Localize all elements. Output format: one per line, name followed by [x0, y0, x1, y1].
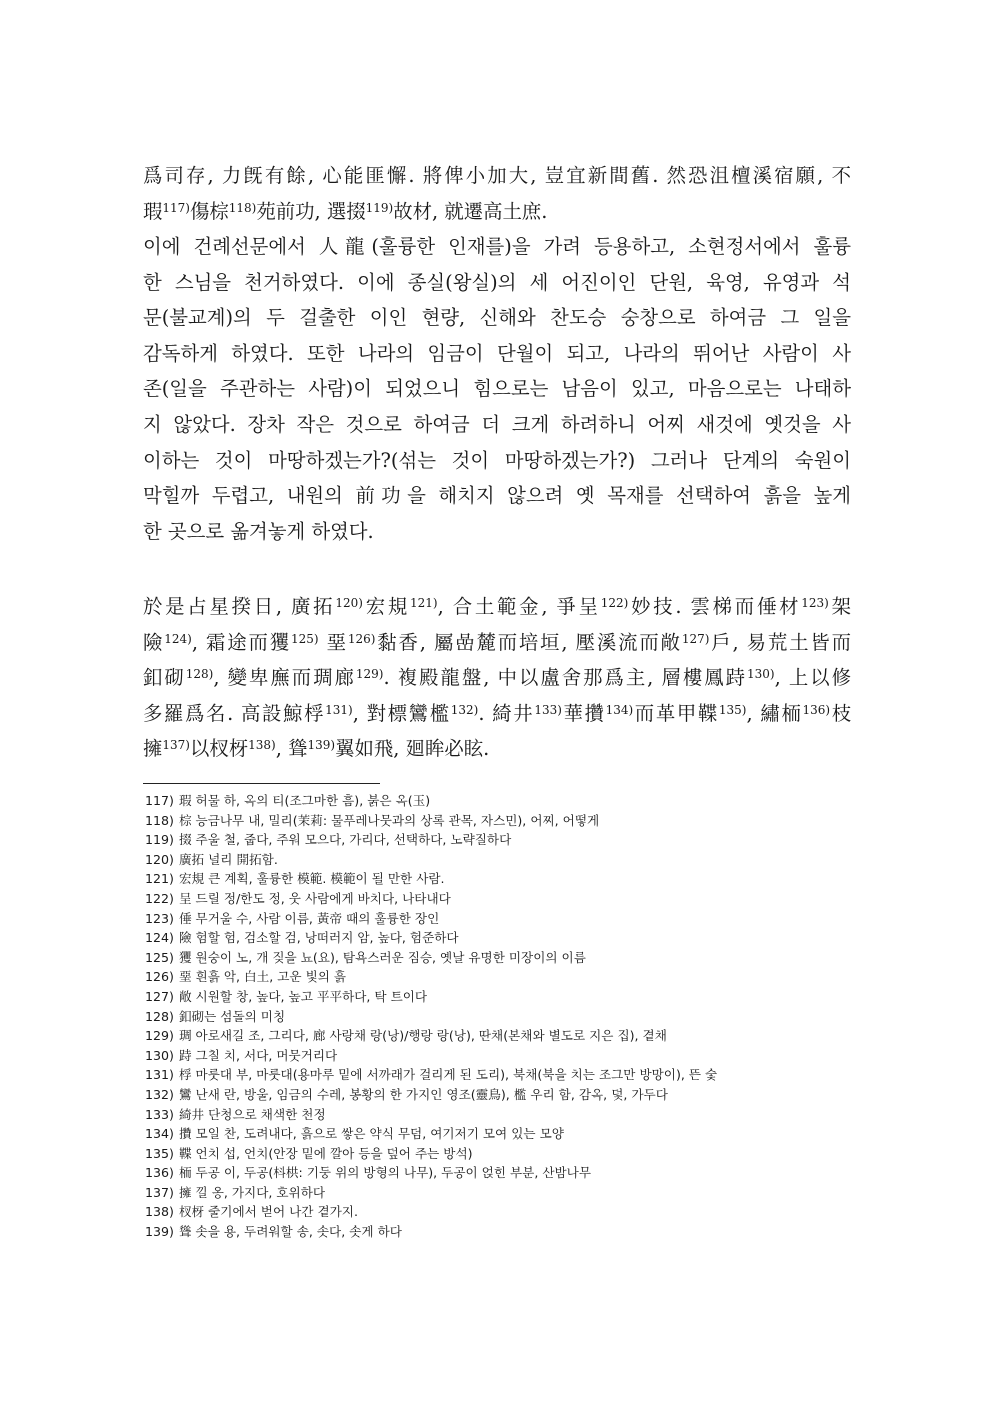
text-run: , 合土範金, 爭呈 [437, 595, 601, 618]
footnote-separator [143, 783, 380, 784]
text-run: 瑕 [143, 199, 163, 223]
footnote-item [145, 1046, 857, 1066]
footnote-ref: 135) [718, 702, 747, 717]
footnote-item [145, 1202, 857, 1222]
text-line: 이하는 것이 마땅하겠는가?(섞는 것이 마땅하겠는가?) 그러나 단계의 숙원이 [143, 448, 851, 472]
footnote-item [145, 1026, 857, 1046]
footnote-number: 138) [145, 1204, 174, 1220]
footnote-item [145, 1144, 857, 1164]
footnote-text: 廣拓 널리 開拓함. [178, 851, 278, 867]
footnote-ref: 133) [534, 702, 562, 717]
footnote-number: 118) [145, 812, 174, 828]
text-run: 多羅爲名. 高設鯨桴 [143, 701, 326, 725]
footnote-number: 123) [145, 910, 174, 926]
text-line [143, 194, 851, 230]
text-line: 한 스님을 천거하였다. 이에 종실(왕실)의 세 어진이인 단원, 육영, 유영과 석 [143, 270, 851, 294]
korean-translation-paragraph [143, 229, 851, 549]
footnote-item [145, 948, 857, 968]
text-run: 故材, 就遷高土庶. [393, 199, 548, 223]
text-run: , 繡栭 [746, 701, 803, 725]
footnote-text: 琱 아로새길 조, 그리다, 廊 사랑채 랑(낭)/행랑 랑(낭), 딴채(본채와 별도로 지은 집), 곁채 [178, 1028, 667, 1044]
footnote-item [145, 1163, 857, 1183]
footnote-ref: 123) [801, 596, 829, 610]
footnote-text: 綺井 단청으로 채색한 천정 [178, 1106, 326, 1122]
footnote-number: 127) [145, 988, 174, 1004]
footnote-ref: 125) [291, 631, 319, 646]
text-line [143, 660, 851, 696]
footnote-item [145, 987, 857, 1007]
footnote-ref: 134) [605, 702, 634, 717]
text-run: 爲司存, 力旣有餘, 心能匪懈. 將俾小加大, 豈宜新間舊. 然恐沮檀溪宿願, 不 [143, 164, 851, 187]
footnote-item [145, 1105, 857, 1125]
text-run: 妙技. 雲梯而倕材 [628, 595, 802, 618]
footnote-number: 121) [145, 871, 174, 887]
footnote-item [145, 928, 857, 948]
text-line: 감독하게 하였다. 또한 나라의 임금이 단월이 되고, 나라의 뛰어난 사람이 사 [143, 341, 851, 365]
text-line [143, 158, 851, 194]
text-line [143, 696, 851, 732]
footnote-number: 132) [145, 1086, 174, 1102]
footnote-ref: 124) [164, 631, 192, 646]
footnote-item [145, 967, 857, 987]
footnote-item [145, 830, 857, 850]
footnote-ref: 122) [600, 596, 629, 610]
footnote-item [145, 1085, 857, 1105]
footnote-text: 掇 주울 철, 줍다, 주워 모으다, 가리다, 선택하다, 노략질하다 [178, 832, 512, 848]
classical-chinese-paragraph-2 [143, 589, 851, 767]
footnote-text: 攢 모일 찬, 도려내다, 흙으로 쌓은 약식 무덤, 여기저기 모여 있는 모양 [178, 1126, 564, 1142]
text-run: 釦砌 [143, 666, 186, 690]
footnotes-list [145, 791, 857, 1242]
footnote-item [145, 909, 857, 929]
text-run: 戶, 易荒土皆而 [709, 630, 851, 654]
footnote-ref: 139) [307, 738, 336, 753]
footnote-ref: 138) [248, 738, 276, 753]
text-run: 枝 [830, 701, 851, 725]
footnote-number: 136) [145, 1165, 174, 1181]
text-run: 架 [828, 595, 851, 618]
footnote-ref: 131) [325, 702, 353, 717]
text-run: , 變卑廡而琱廊 [213, 666, 356, 690]
footnote-item [145, 869, 857, 889]
footnote-text: 宏規 큰 계획, 훌륭한 模範. 模範이 될 만한 사람. [178, 871, 445, 887]
footnote-ref: 130) [746, 667, 775, 682]
footnote-number: 129) [145, 1028, 174, 1044]
footnote-item [145, 1007, 857, 1027]
footnote-item [145, 1065, 857, 1085]
footnote-ref: 128) [185, 667, 214, 682]
text-run: 於是占星揆日, 廣拓 [143, 595, 336, 618]
footnote-ref: 132) [450, 702, 479, 717]
text-run: , 聳 [275, 737, 308, 761]
text-line: 문(불교계)의 두 걸출한 이인 현량, 신해와 찬도승 숭창으로 하여금 그 일을 [143, 306, 851, 330]
text-line: 존(일을 주관하는 사람)이 되었으니 힘으로는 남음이 있고, 마음으로는 나태하 [143, 377, 851, 401]
footnote-item [145, 791, 857, 811]
footnote-ref: 120) [335, 596, 363, 610]
footnote-text: 瑕 허물 하, 옥의 티(조그마한 흠), 붉은 옥(玉) [178, 793, 431, 808]
footnote-text: 堊 흰흙 악, 白土, 고운 빛의 흙 [178, 969, 347, 985]
footnote-number: 135) [145, 1145, 174, 1161]
text-run: 而革甲鞢 [633, 701, 719, 725]
footnote-ref: 118) [228, 200, 257, 215]
footnote-number: 119) [145, 832, 174, 848]
text-run: . 綺井 [478, 701, 535, 725]
footnote-item [145, 1222, 857, 1242]
footnote-text: 敞 시원할 창, 높다, 높고 平平하다, 탁 트이다 [178, 988, 428, 1004]
footnote-ref: 121) [410, 596, 438, 610]
footnote-text: 杈枒 줄기에서 벋어 나간 곁가지. [178, 1204, 358, 1220]
text-run: 以杈枒 [189, 737, 249, 761]
text-run: 黏香, 屬嵒麓而培垣, 壓溪流而敞 [375, 630, 682, 654]
text-run: , 霜途而玃 [191, 630, 291, 654]
text-run: . 複殿龍盤, 中以盧舍那爲主, 層樓鳳跱 [383, 666, 747, 690]
footnote-text: 鸞 난새 란, 방울, 임금의 수레, 봉황의 한 가지인 영조(靈鳥), 檻 우리 함, 감옥, 덫, 가두다 [178, 1086, 668, 1102]
footnote-ref: 136) [802, 702, 831, 717]
footnote-ref: 117) [162, 200, 190, 215]
text-line [143, 625, 851, 661]
text-run: 傷棕 [189, 199, 229, 223]
footnote-text: 呈 드릴 정/한도 정, 웃 사람에게 바치다, 나타내다 [178, 890, 451, 906]
footnote-text: 擁 낄 옹, 가지다, 호위하다 [178, 1184, 326, 1200]
text-line [143, 731, 851, 767]
footnote-number: 133) [145, 1106, 174, 1122]
footnote-item [145, 1124, 857, 1144]
text-run: , 上以修 [774, 666, 851, 690]
footnote-number: 125) [145, 949, 174, 965]
footnote-number: 117) [145, 793, 174, 808]
footnote-number: 139) [145, 1224, 174, 1240]
footnote-number: 124) [145, 930, 174, 946]
text-run: 險 [143, 630, 165, 654]
text-line [143, 589, 851, 625]
footnote-ref: 119) [365, 200, 394, 215]
footnote-text: 鞢 언치 섭, 언치(안장 밑에 깔아 등을 덮어 주는 방석) [178, 1145, 473, 1161]
footnote-number: 126) [145, 969, 174, 985]
text-line: 한 곳으로 옮겨놓게 하였다. [143, 519, 374, 543]
footnote-text: 釦砌는 섬돌의 미칭 [178, 1008, 286, 1024]
footnote-text: 倕 무거울 수, 사람 이름, 黃帝 때의 훌륭한 장인 [178, 910, 440, 926]
text-run: 華攢 [561, 701, 606, 725]
text-line: 지 않았다. 장차 작은 것으로 하여금 더 크게 하려하니 어찌 새것에 옛것을 사 [143, 412, 851, 436]
footnote-number: 122) [145, 890, 174, 906]
text-run: , 對標鸞檻 [352, 701, 451, 725]
footnote-text: 跱 그칠 치, 서다, 머뭇거리다 [178, 1047, 338, 1063]
footnote-text: 聳 솟을 용, 두려워할 송, 솟다, 솟게 하다 [178, 1224, 402, 1240]
footnote-number: 120) [145, 851, 174, 867]
text-run: 翼如飛, 廻眸必眩. [335, 737, 490, 761]
footnote-text: 棕 능금나무 내, 밀리(茉莉: 물푸레나뭇과의 상록 관목, 자스민), 어찌, 어떻게 [178, 812, 600, 828]
text-run: 苑前功, 選掇 [256, 199, 366, 223]
footnote-number: 131) [145, 1067, 174, 1083]
footnote-item [145, 889, 857, 909]
footnote-text: 桴 마룻대 부, 마룻대(용마루 밑에 서까래가 걸리게 된 도리), 북채(북을 치는 조그만 방망이), 뜬 숯 [178, 1067, 718, 1083]
footnote-text: 玃 원숭이 노, 개 짖을 뇨(요), 탐욕스러운 짐승, 옛날 유명한 미장이의 이름 [178, 949, 586, 965]
footnote-item [145, 811, 857, 831]
classical-chinese-paragraph-1 [143, 158, 851, 229]
footnote-text: 險 험할 험, 검소할 검, 낭떠러지 암, 높다, 험준하다 [178, 930, 459, 946]
footnote-number: 128) [145, 1008, 174, 1024]
footnote-ref: 127) [681, 631, 710, 646]
footnote-item [145, 1183, 857, 1203]
footnote-number: 137) [145, 1184, 174, 1200]
footnote-number: 130) [145, 1047, 174, 1063]
text-run: 擁 [143, 737, 163, 761]
footnote-ref: 137) [162, 738, 190, 753]
footnote-ref: 126) [347, 631, 376, 646]
text-run: 堊 [318, 630, 348, 654]
footnote-item [145, 850, 857, 870]
text-run: 宏規 [362, 595, 411, 618]
text-line: 이에 건례선문에서 人龍(훌륭한 인재를)을 가려 등용하고, 소현정서에서 훌륭 [143, 235, 851, 258]
footnote-text: 栭 두공 이, 두공(枓栱: 기둥 위의 방형의 나무), 두공이 얹힌 부분, 산밤나무 [178, 1165, 591, 1181]
text-line: 막힐까 두렵고, 내원의 前功을 해치지 않으려 옛 목재를 선택하여 흙을 높게 [143, 484, 851, 508]
footnote-ref: 129) [355, 667, 384, 682]
footnote-number: 134) [145, 1126, 174, 1142]
